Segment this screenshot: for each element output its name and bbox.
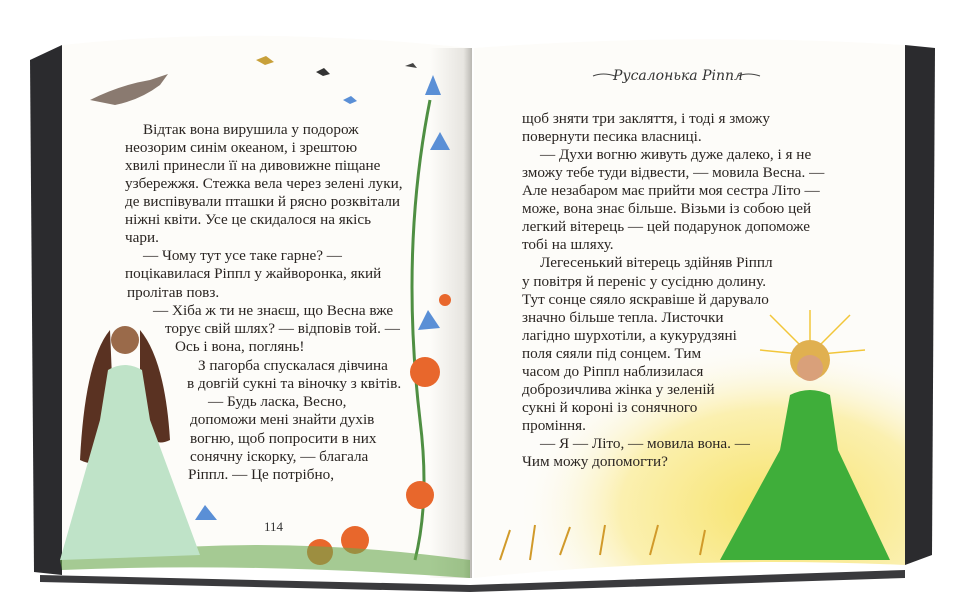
text-line: Відтак вона вирушила у подорож <box>143 121 359 138</box>
text-line: ніжні квіти. Усе це скидалося на якісь <box>125 211 372 228</box>
text-line: часом до Ріппл наблизилася <box>522 363 704 380</box>
text-line: у повітря й переніс у сусідню долину. <box>522 273 767 290</box>
text-line: — Я — Літо, — мовила вона. — <box>540 435 750 452</box>
text-line: поля сяяли під сонцем. Тим <box>522 345 702 362</box>
text-line: узбережжя. Стежка вела через зелені луки, <box>125 175 403 192</box>
text-line: лагідно шурхотіли, а кукурудзяні <box>522 327 737 344</box>
text-line: Чим можу допомогти? <box>522 453 668 470</box>
text-line: вогню, щоб попросити в них <box>190 430 377 447</box>
text-line: Але незабаром має прийти моя сестра Літо — <box>522 182 820 199</box>
text-line: поцікавилася Ріппл у жайворонка, який <box>125 265 382 282</box>
page-number: 114 <box>264 519 284 534</box>
text-line: торує свій шлях? — відповів той. — <box>165 320 400 337</box>
text-line: щоб зняти три закляття, і тоді я зможу <box>522 110 770 127</box>
text-line: де виспівували пташки й рясно розквітали <box>125 193 401 210</box>
text-line: хвилі принесли її на дивовижне піщане <box>125 157 381 174</box>
text-line: в довгій сукні та віночку з квітів. <box>187 375 402 392</box>
text-line: зможу тебе туди відвести, — мовила Весна. — <box>522 164 825 181</box>
running-header: Русалонька Ріппл <box>613 68 743 84</box>
text-line: — Духи вогню живуть дуже далеко, і я не <box>540 146 812 163</box>
text-line: повернути песика власниці. <box>522 128 702 145</box>
text-line: З пагорба спускалася дівчина <box>198 357 388 374</box>
text-line: сонячну іскорку, — благала <box>190 448 369 465</box>
text-line: легкий вітерець — цей подарунок допоможе <box>522 218 810 235</box>
text-line: доброзичлива жінка у зеленій <box>522 381 715 398</box>
text-line: Ось і вона, поглянь! <box>175 338 305 355</box>
text-line: допоможи мені знайти духів <box>190 411 375 428</box>
text-line: значно більше тепла. Листочки <box>522 309 724 326</box>
text-line: неозорим синім океаном, і зрештою <box>125 139 358 156</box>
text-line: — Хіба ж ти не знаєш, що Весна вже <box>153 302 394 319</box>
text-line: Ріппл. — Це потрібно, <box>188 466 334 483</box>
text-line: може, вона знає більше. Візьми із собою цей <box>522 200 812 217</box>
text-line: сукні й короні із сонячного <box>522 399 698 416</box>
text-line: Легесенький вітерець здійняв Ріппл <box>540 254 773 271</box>
text-line: чари. <box>125 229 159 246</box>
text-line: — Чому тут усе таке гарне? — <box>143 247 342 264</box>
text-line: Тут сонце сяяло яскравіше й дарувало <box>522 291 769 308</box>
text-line: пролітав повз. <box>127 284 220 301</box>
text-line: проміння. <box>522 417 586 434</box>
text-line: — Будь ласка, Весно, <box>208 393 347 410</box>
text-line: тобі на шляху. <box>522 236 614 253</box>
